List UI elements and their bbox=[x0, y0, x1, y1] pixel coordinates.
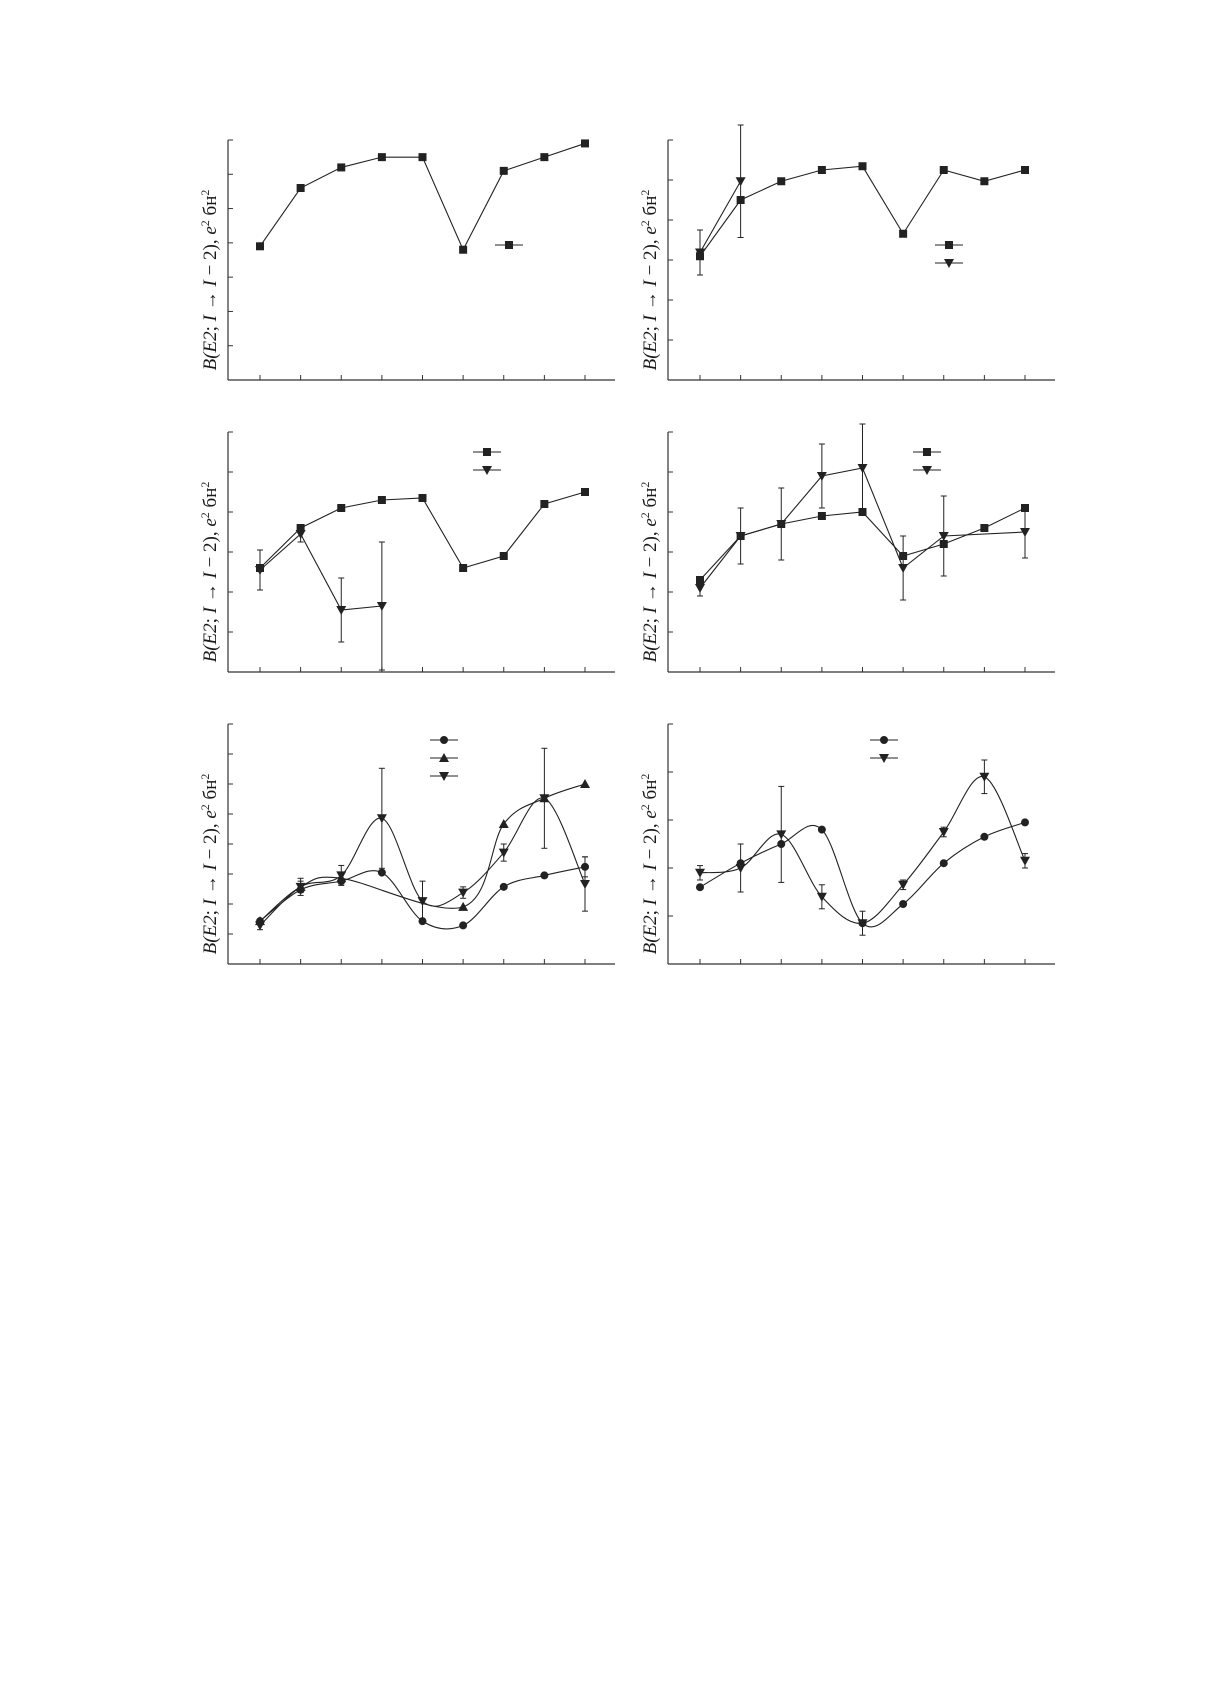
series-1-point bbox=[899, 230, 907, 238]
series-2-point bbox=[736, 177, 746, 186]
chart-plot bbox=[180, 432, 620, 712]
series-2-point bbox=[979, 773, 989, 782]
legend-marker-1 bbox=[923, 448, 931, 456]
series-1-point bbox=[540, 153, 548, 161]
series-3-point bbox=[255, 921, 265, 930]
series-1-point bbox=[1021, 818, 1029, 826]
series-1-point bbox=[940, 859, 948, 867]
series-2-point bbox=[736, 864, 746, 873]
legend-marker-1 bbox=[440, 736, 448, 744]
series-1-line bbox=[700, 166, 1025, 256]
legend-marker-1 bbox=[880, 736, 888, 744]
chart-panel-4 bbox=[620, 432, 1060, 712]
series-1-point bbox=[980, 177, 988, 185]
series-1-point bbox=[1021, 166, 1029, 174]
chart-panel-1 bbox=[180, 140, 620, 420]
y-axis-label: B(E2; I → I − 2), $e^2$ $бн^2$ bbox=[637, 481, 662, 663]
series-1-point bbox=[419, 153, 427, 161]
series-1-point bbox=[500, 167, 508, 175]
series-1-point bbox=[980, 524, 988, 532]
series-1-point bbox=[540, 500, 548, 508]
y-axis-label: B(E2; I → I − 2), $e^2$ $бн^2$ bbox=[197, 189, 222, 371]
series-1-point bbox=[818, 826, 826, 834]
series-3-point bbox=[458, 889, 468, 898]
y-axis-label: B(E2; I → I − 2), $e^2$ $бн^2$ bbox=[197, 481, 222, 663]
chart-panel-3 bbox=[180, 432, 620, 712]
legend-marker-1 bbox=[945, 241, 953, 249]
series-2-point bbox=[939, 828, 949, 837]
series-3-point bbox=[580, 880, 590, 889]
series-1-point bbox=[256, 242, 264, 250]
series-2-point bbox=[336, 606, 346, 615]
series-1-point bbox=[500, 552, 508, 560]
series-1-point bbox=[459, 921, 467, 929]
series-1-point bbox=[818, 166, 826, 174]
series-1-point bbox=[459, 246, 467, 254]
series-1-point bbox=[940, 166, 948, 174]
series-1-line bbox=[260, 492, 585, 568]
series-1-point bbox=[980, 833, 988, 841]
series-1-point bbox=[500, 883, 508, 891]
series-1-point bbox=[581, 488, 589, 496]
series-1-line bbox=[700, 508, 1025, 580]
series-2-point bbox=[458, 902, 468, 911]
series-1-point bbox=[696, 883, 704, 891]
series-1-point bbox=[899, 900, 907, 908]
chart-plot bbox=[620, 432, 1060, 712]
series-2-line bbox=[260, 534, 382, 610]
chart-panel-2 bbox=[620, 140, 1060, 420]
series-1-point bbox=[378, 153, 386, 161]
series-1-point bbox=[378, 496, 386, 504]
chart-plot bbox=[620, 140, 1060, 420]
series-1-point bbox=[777, 177, 785, 185]
series-1-point bbox=[859, 162, 867, 170]
y-axis-label: B(E2; I → I − 2), $e^2$ $бн^2$ bbox=[637, 773, 662, 955]
y-axis-label: B(E2; I → I − 2), $e^2$ $бн^2$ bbox=[637, 189, 662, 371]
series-2-point bbox=[939, 532, 949, 541]
series-1-point bbox=[818, 512, 826, 520]
series-2-point bbox=[776, 830, 786, 839]
series-1-point bbox=[419, 494, 427, 502]
legend-marker-1 bbox=[483, 448, 491, 456]
chart-plot bbox=[180, 140, 620, 420]
chart-plot bbox=[180, 724, 620, 1004]
series-2-line bbox=[700, 181, 741, 252]
series-1-point bbox=[459, 564, 467, 572]
y-axis-label: B(E2; I → I − 2), $e^2$ $бн^2$ bbox=[197, 773, 222, 955]
chart-plot bbox=[620, 724, 1060, 1004]
series-1-point bbox=[297, 184, 305, 192]
series-1-point bbox=[581, 139, 589, 147]
legend-marker-1 bbox=[505, 241, 513, 249]
series-2-point bbox=[1020, 857, 1030, 866]
series-1-point bbox=[337, 163, 345, 171]
series-1-point bbox=[378, 869, 386, 877]
series-2-line bbox=[700, 776, 1025, 923]
series-2-point bbox=[580, 779, 590, 788]
series-2-point bbox=[898, 564, 908, 573]
series-1-point bbox=[337, 504, 345, 512]
chart-panel-6 bbox=[620, 724, 1060, 1004]
chart-panel-5 bbox=[180, 724, 620, 1004]
series-2-point bbox=[695, 869, 705, 878]
series-1-point bbox=[540, 871, 548, 879]
series-2-point bbox=[695, 584, 705, 593]
